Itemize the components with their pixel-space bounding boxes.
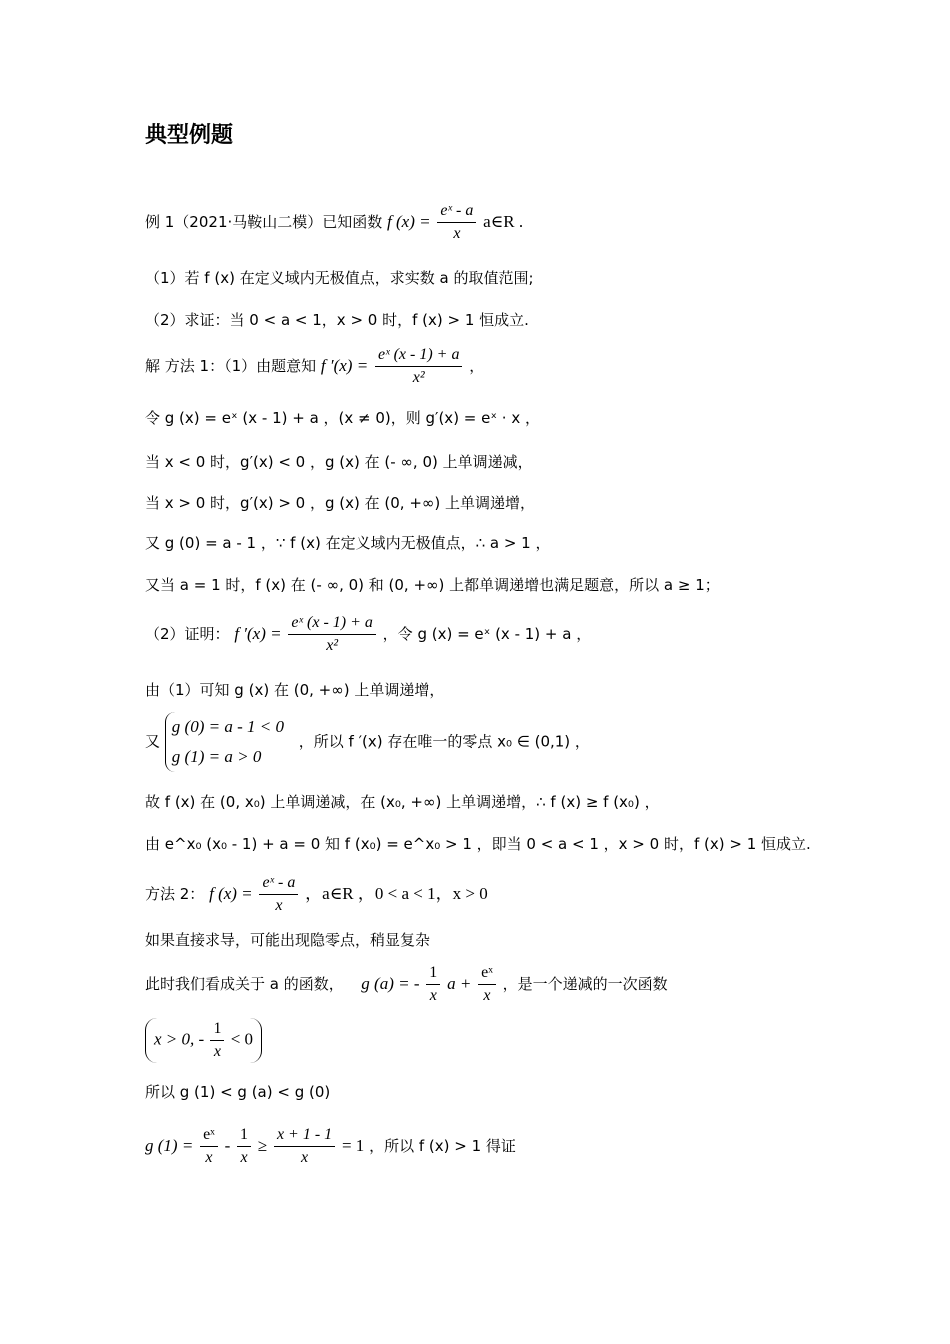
g-frac-1-den: x [429,987,437,1004]
g-frac-2 [478,962,496,1007]
func-denominator: x [453,225,461,242]
condition-frac-den: x [213,1043,221,1060]
func-fraction [437,200,476,245]
g-frac-1-num: 1 [426,962,440,985]
system-eq-2: g (1) = a > 0 [171,747,262,766]
question-1: （1）若 f (x) 在定义域内无极值点，求实数 a 的取值范围; [145,269,534,287]
derivative-fraction [375,344,463,389]
func-lhs: f (x) = [387,212,431,231]
derivative-numerator: eˣ (x - 1) + a [375,344,463,367]
final-ge: ≥ [257,1136,268,1155]
system-eq-1: g (0) = a - 1 < 0 [171,717,284,736]
part2-tail: ，令 g (x) = eˣ (x - 1) + a ， [382,625,592,643]
derivative-lhs: f ′(x) = [320,356,369,375]
system-tail: ，所以 f ′(x) 存在唯一的零点 x₀ ∈ (0,1) ， [298,732,590,751]
system-line [145,712,590,772]
part2-derivative [145,612,591,657]
final-lhs: g (1) = [145,1136,194,1155]
solution-line-6: 由（1）可知 g (x) 在 (0, +∞) 上单调递增， [145,681,445,699]
g-lhs: g (a) = - [361,974,420,993]
method2-label: 方法 2： [145,885,205,903]
method2-fraction [259,872,298,917]
example-label: 例 1（2021·马鞍山二模）已知函数 [145,213,383,231]
solution-line-2: 当 x < 0 时，g′(x) < 0 ，g (x) 在 (- ∞, 0) 上单调递减， [145,453,533,471]
part2-derivative-fraction [288,612,376,657]
solution-line-7: 故 f (x) 在 (0, x₀) 上单调递减，在 (x₀, +∞) 上单调递增，∴ f (x) ≥ f (x₀) ， [145,793,660,811]
final-eq: = 1 [341,1136,365,1155]
func-numerator: eˣ - a [437,200,476,223]
g-mid: a + [447,974,472,993]
method2-tail: ，a∈R ，0 < a < 1，x > 0 [305,884,488,903]
system-prefix: 又 [145,732,161,751]
example-statement [145,200,523,245]
line10-head: 此时我们看成关于 a 的函数， [145,975,344,993]
final-frac-1-num: eˣ [200,1124,218,1147]
part2-derivative-numerator: eˣ (x - 1) + a [288,612,376,635]
condition-frac-num: 1 [210,1018,224,1041]
final-frac-2-num: 1 [237,1124,251,1147]
solution-line-8: 由 e^x₀ (x₀ - 1) + a = 0 知 f (x₀) = e^x₀ > 1 ，即当 0 < a < 1 ，x > 0 时，f (x) > 1 恒成立. [145,835,811,853]
condition-paren [145,1018,262,1063]
condition-a: x > 0, - [154,1029,205,1049]
part2-derivative-lhs: f ′(x) = [234,624,282,643]
method1-derivative: 解 方法 1：（1）由题意知 f ′(x) = $\frac{\text{eˣ (x - 1) + a}}{\text{x²}}$ ， [145,344,484,389]
method2-func-lhs: f (x) = [209,884,253,903]
final-frac-3 [274,1124,335,1169]
solution-line-11: 所以 g (1) < g (a) < g (0) [145,1083,331,1101]
method2-numerator: eˣ - a [259,872,298,895]
solution-line-5: 又当 a = 1 时，f (x) 在 (- ∞, 0) 和 (0, +∞) 上都单调递增也满足题意，所以 a ≥ 1； [145,576,720,594]
method2-denominator: x [275,897,283,914]
method1-label: 解 方法 1：（1）由题意知 [145,357,317,375]
condition-b: < 0 [230,1029,254,1049]
derivative-denominator: x² [412,369,425,386]
solution-line-1: 令 g (x) = eˣ (x - 1) + a ，(x ≠ 0)，则 g′(x) = eˣ · x ， [145,409,540,427]
line10-tail: ，是一个递减的一次函数 [502,975,668,993]
final-frac-1 [200,1124,218,1169]
question-2: （2）求证：当 0 < a < 1，x > 0 时，f (x) > 1 恒成立. [145,311,529,329]
final-minus: - [224,1136,231,1155]
solution-line-3: 当 x > 0 时，g′(x) > 0 ，g (x) 在 (0, +∞) 上单调递增， [145,494,536,512]
g-frac-2-num: eˣ [478,962,496,985]
final-frac-2-den: x [240,1149,248,1166]
final-line [145,1124,516,1169]
solution-line-10 [145,962,668,1007]
solution-line-4: 又 g (0) = a - 1 ，∵ f (x) 在定义域内无极值点，∴ a > 1 ， [145,534,551,552]
final-frac-3-den: x [301,1149,309,1166]
final-tail: ，所以 f (x) > 1 得证 [369,1137,516,1155]
section-title: 典型例题 [145,123,234,148]
part2-label: （2）证明： [145,625,230,643]
func-domain: a∈R . [483,212,524,231]
part2-derivative-denominator: x² [326,637,339,654]
equation-system [165,712,284,772]
g-frac-2-den: x [483,987,491,1004]
condition-frac [210,1018,224,1063]
condition-line [145,1018,262,1063]
solution-line-9: 如果直接求导，可能出现隐零点，稍显复杂 [145,931,431,949]
final-frac-2 [237,1124,251,1169]
final-frac-1-den: x [205,1149,213,1166]
method2-line [145,872,488,917]
final-frac-3-num: x + 1 - 1 [274,1124,335,1147]
g-frac-1 [426,962,440,1007]
